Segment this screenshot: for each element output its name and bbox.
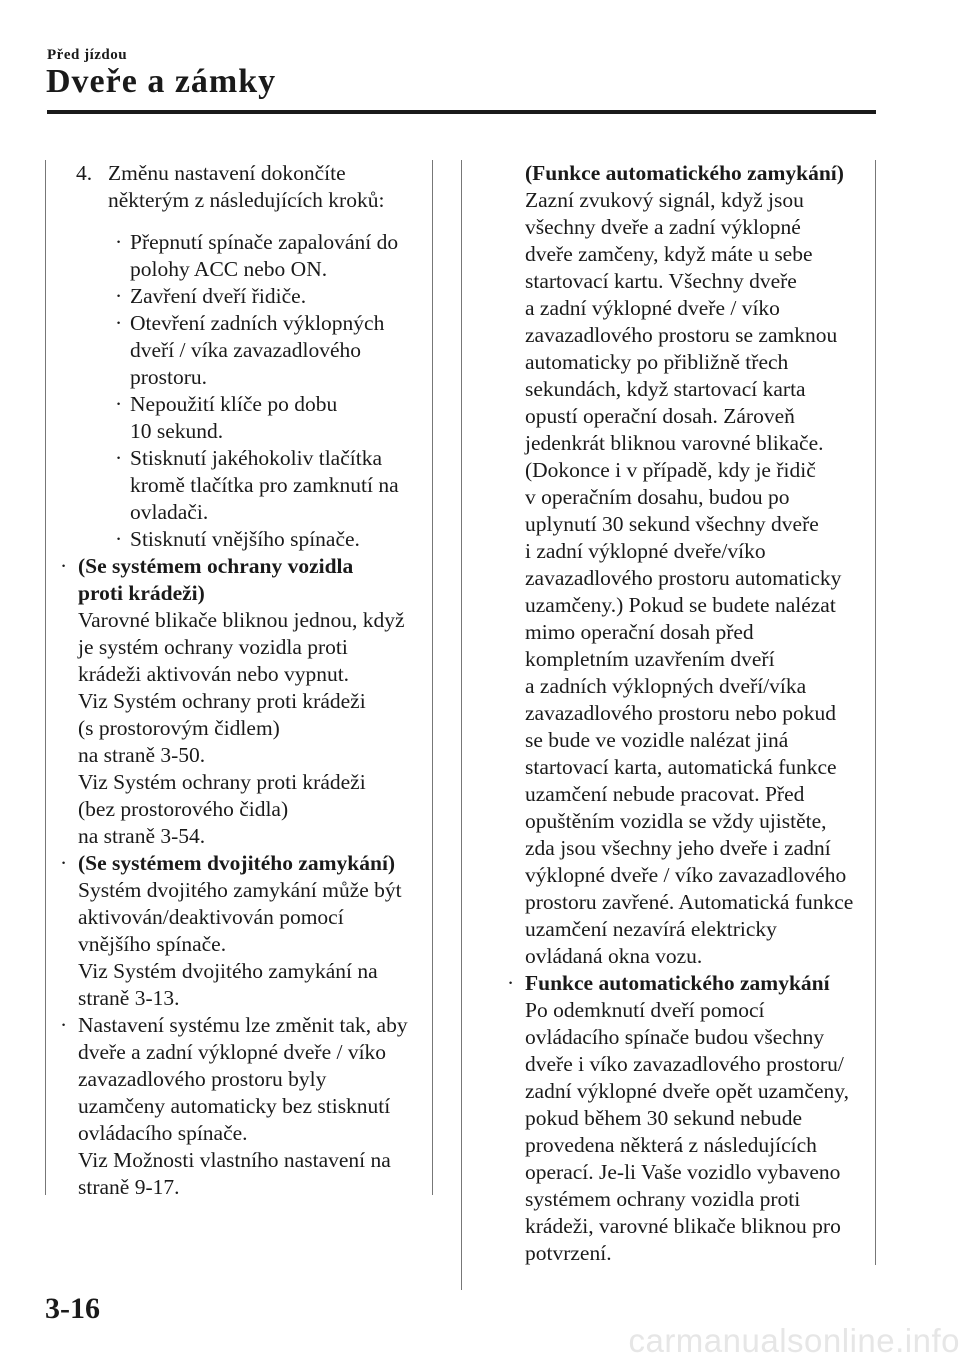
sub-item-line: dveří / víka zavazadlového bbox=[130, 338, 362, 362]
body-line: startovací karta, automatická funkce bbox=[525, 755, 837, 779]
sub-item-line: polohy ACC nebo ON. bbox=[130, 257, 328, 281]
body-line: Viz Systém dvojitého zamykání na bbox=[78, 959, 378, 983]
body-line: straně 3-13. bbox=[78, 986, 180, 1010]
body-line: sekundách, když startovací karta bbox=[525, 377, 806, 401]
body-line: krádeži, varovné blikače bliknou pro bbox=[525, 1214, 841, 1238]
body-line: zavazadlového prostoru automaticky bbox=[525, 566, 842, 590]
sub-item-line: prostoru. bbox=[130, 365, 208, 389]
auto-lock-block bbox=[505, 160, 870, 970]
bullet-icon: · bbox=[115, 527, 123, 551]
body-line: v operačním dosahu, budou po bbox=[525, 485, 790, 509]
body-line: dveře a zadní výklopné dveře / víko bbox=[78, 1040, 387, 1064]
body-line: startovací kartu. Všechny dveře bbox=[525, 269, 797, 293]
settings-block bbox=[58, 1012, 423, 1201]
body-line: uplynutí 30 sekund všechny dveře bbox=[525, 512, 819, 536]
body-line: je systém ochrany vozidla proti bbox=[78, 635, 348, 659]
page-title: Dveře a zámky bbox=[46, 63, 277, 100]
section-label: Před jízdou bbox=[47, 47, 128, 63]
body-line: zda jsou všechny jeho dveře i zadní bbox=[525, 836, 831, 860]
body-line: uzamčení nezavírá elektricky bbox=[525, 917, 777, 941]
body-line: se bude ve vozidle nalézat jiná bbox=[525, 728, 789, 752]
body-line: operací. Je-li Vaše vozidlo vybaveno bbox=[525, 1160, 841, 1184]
theft-system-block bbox=[58, 553, 423, 850]
body-line: zadní výklopné dveře opět uzamčeny, bbox=[525, 1079, 849, 1103]
body-line: Viz Systém ochrany proti krádeži bbox=[78, 689, 366, 713]
bullet-icon: · bbox=[115, 392, 123, 416]
body-line: ovládaná okna vozu. bbox=[525, 944, 703, 968]
body-line: a zadní výklopné dveře / víko bbox=[525, 296, 780, 320]
block-heading: (Se systémem ochrany vozidla bbox=[78, 554, 354, 578]
body-line: uzamčeny automaticky bez stisknutí bbox=[78, 1094, 391, 1118]
body-line: zavazadlového prostoru se zamknou bbox=[525, 323, 838, 347]
sub-item-line: Otevření zadních výklopných bbox=[130, 311, 385, 335]
body-line: uzamčení nebude pracovat. Před bbox=[525, 782, 805, 806]
body-line: opustí operační dosah. Zároveň bbox=[525, 404, 795, 428]
right-column bbox=[505, 160, 870, 1267]
body-line: Nastavení systému lze změnit tak, aby bbox=[78, 1013, 408, 1037]
body-line: na straně 3-50. bbox=[78, 743, 206, 767]
body-line: (bez prostorového čidla) bbox=[78, 797, 289, 821]
body-line: ovládacího spínače. bbox=[78, 1121, 248, 1145]
sub-item-line: Stisknutí vnějšího spínače. bbox=[130, 527, 360, 551]
body-line: opuštěním vozidla se vždy ujistěte, bbox=[525, 809, 827, 833]
body-line: na straně 3-54. bbox=[78, 824, 206, 848]
left-column bbox=[58, 160, 423, 1201]
body-line: mimo operační dosah před bbox=[525, 620, 754, 644]
body-line: (s prostorovým čidlem) bbox=[78, 716, 280, 740]
body-line: výklopné dveře / víko zavazadlového bbox=[525, 863, 847, 887]
body-line: (Dokonce i v případě, kdy je řidič bbox=[525, 458, 816, 482]
auto-relock-block bbox=[505, 970, 870, 1267]
bullet-icon: · bbox=[115, 230, 123, 254]
body-line: straně 9-17. bbox=[78, 1175, 180, 1199]
body-line: Varovné blikače bliknou jednou, když bbox=[78, 608, 405, 632]
sub-item bbox=[58, 391, 423, 445]
body-line: provedena některá z následujících bbox=[525, 1133, 817, 1157]
body-line: Viz Možnosti vlastního nastavení na bbox=[78, 1148, 391, 1172]
bullet-icon: · bbox=[115, 311, 123, 335]
sub-item-line: Stisknutí jakéhokoliv tlačítka bbox=[130, 446, 382, 470]
sub-item-line: kromě tlačítka pro zamknutí na bbox=[130, 473, 399, 497]
bullet-icon: · bbox=[115, 446, 123, 470]
sub-item-line: Zavření dveří řidiče. bbox=[130, 284, 307, 308]
sub-item-line: Nepoužití klíče po dobu bbox=[130, 392, 338, 416]
sub-item-line: Přepnutí spínače zapalování do bbox=[130, 230, 399, 254]
body-line: Systém dvojitého zamykání může být bbox=[78, 878, 402, 902]
body-line: a zadních výklopných dveří/víka bbox=[525, 674, 807, 698]
block-heading: (Se systémem dvojitého zamykání) bbox=[78, 851, 396, 875]
bullet-icon: · bbox=[60, 1013, 68, 1037]
bullet-icon: · bbox=[115, 284, 123, 308]
step-number: 4. bbox=[76, 161, 93, 185]
body-line: Po odemknutí dveří pomocí bbox=[525, 998, 765, 1022]
body-line: kompletním uzavřením dveří bbox=[525, 647, 775, 671]
body-line: zavazadlového prostoru byly bbox=[78, 1067, 327, 1091]
body-line: krádeži aktivován nebo vypnut. bbox=[78, 662, 350, 686]
body-line: systémem ochrany vozidla proti bbox=[525, 1187, 801, 1211]
step-4 bbox=[58, 160, 423, 214]
double-lock-block bbox=[58, 850, 423, 1012]
body-line: i zadní výklopné dveře/víko bbox=[525, 539, 766, 563]
body-line: prostoru zavřené. Automatická funkce bbox=[525, 890, 854, 914]
body-line: ovládacího spínače budou všechny bbox=[525, 1025, 825, 1049]
body-line: dveře zamčeny, když máte u sebe bbox=[525, 242, 813, 266]
body-line: Zazní zvukový signál, když jsou bbox=[525, 188, 804, 212]
body-line: automaticky po přibližně třech bbox=[525, 350, 789, 374]
bullet-icon: · bbox=[507, 971, 515, 995]
right-column-rule bbox=[875, 160, 876, 1265]
body-line: jedenkrát bliknou varovné blikače. bbox=[525, 431, 824, 455]
body-line: uzamčeny.) Pokud se budete nalézat bbox=[525, 593, 836, 617]
body-line: potvrzení. bbox=[525, 1241, 612, 1265]
bullet-icon: · bbox=[60, 554, 68, 578]
block-heading: Funkce automatického zamykání bbox=[525, 971, 830, 995]
sub-item bbox=[58, 283, 423, 310]
sub-item-line: 10 sekund. bbox=[130, 419, 224, 443]
body-line: pokud během 30 sekund nebude bbox=[525, 1106, 803, 1130]
step-line: Změnu nastavení dokončíte bbox=[108, 161, 346, 185]
body-line: aktivován/deaktivován pomocí bbox=[78, 905, 344, 929]
sub-item bbox=[58, 445, 423, 526]
body-line: vnějšího spínače. bbox=[78, 932, 227, 956]
sub-item bbox=[58, 526, 423, 553]
body-line: všechny dveře a zadní výklopné bbox=[525, 215, 801, 239]
page-number: 3-16 bbox=[45, 1292, 100, 1325]
sub-item bbox=[58, 229, 423, 283]
center-rule-right bbox=[461, 160, 462, 1290]
title-rule bbox=[47, 110, 876, 114]
block-heading: (Funkce automatického zamykání) bbox=[525, 161, 844, 185]
watermark: carmanualsonline.info bbox=[628, 1322, 960, 1359]
step-line: některým z následujících kroků: bbox=[108, 188, 385, 212]
bullet-icon: · bbox=[60, 851, 68, 875]
body-line: zavazadlového prostoru nebo pokud bbox=[525, 701, 837, 725]
block-heading: proti krádeži) bbox=[78, 581, 205, 605]
center-rule-left bbox=[432, 160, 433, 1195]
left-column-rule bbox=[45, 160, 46, 1195]
sub-item-line: ovladači. bbox=[130, 500, 209, 524]
sub-item bbox=[58, 310, 423, 391]
body-line: Viz Systém ochrany proti krádeži bbox=[78, 770, 366, 794]
body-line: dveře i víko zavazadlového prostoru/ bbox=[525, 1052, 844, 1076]
